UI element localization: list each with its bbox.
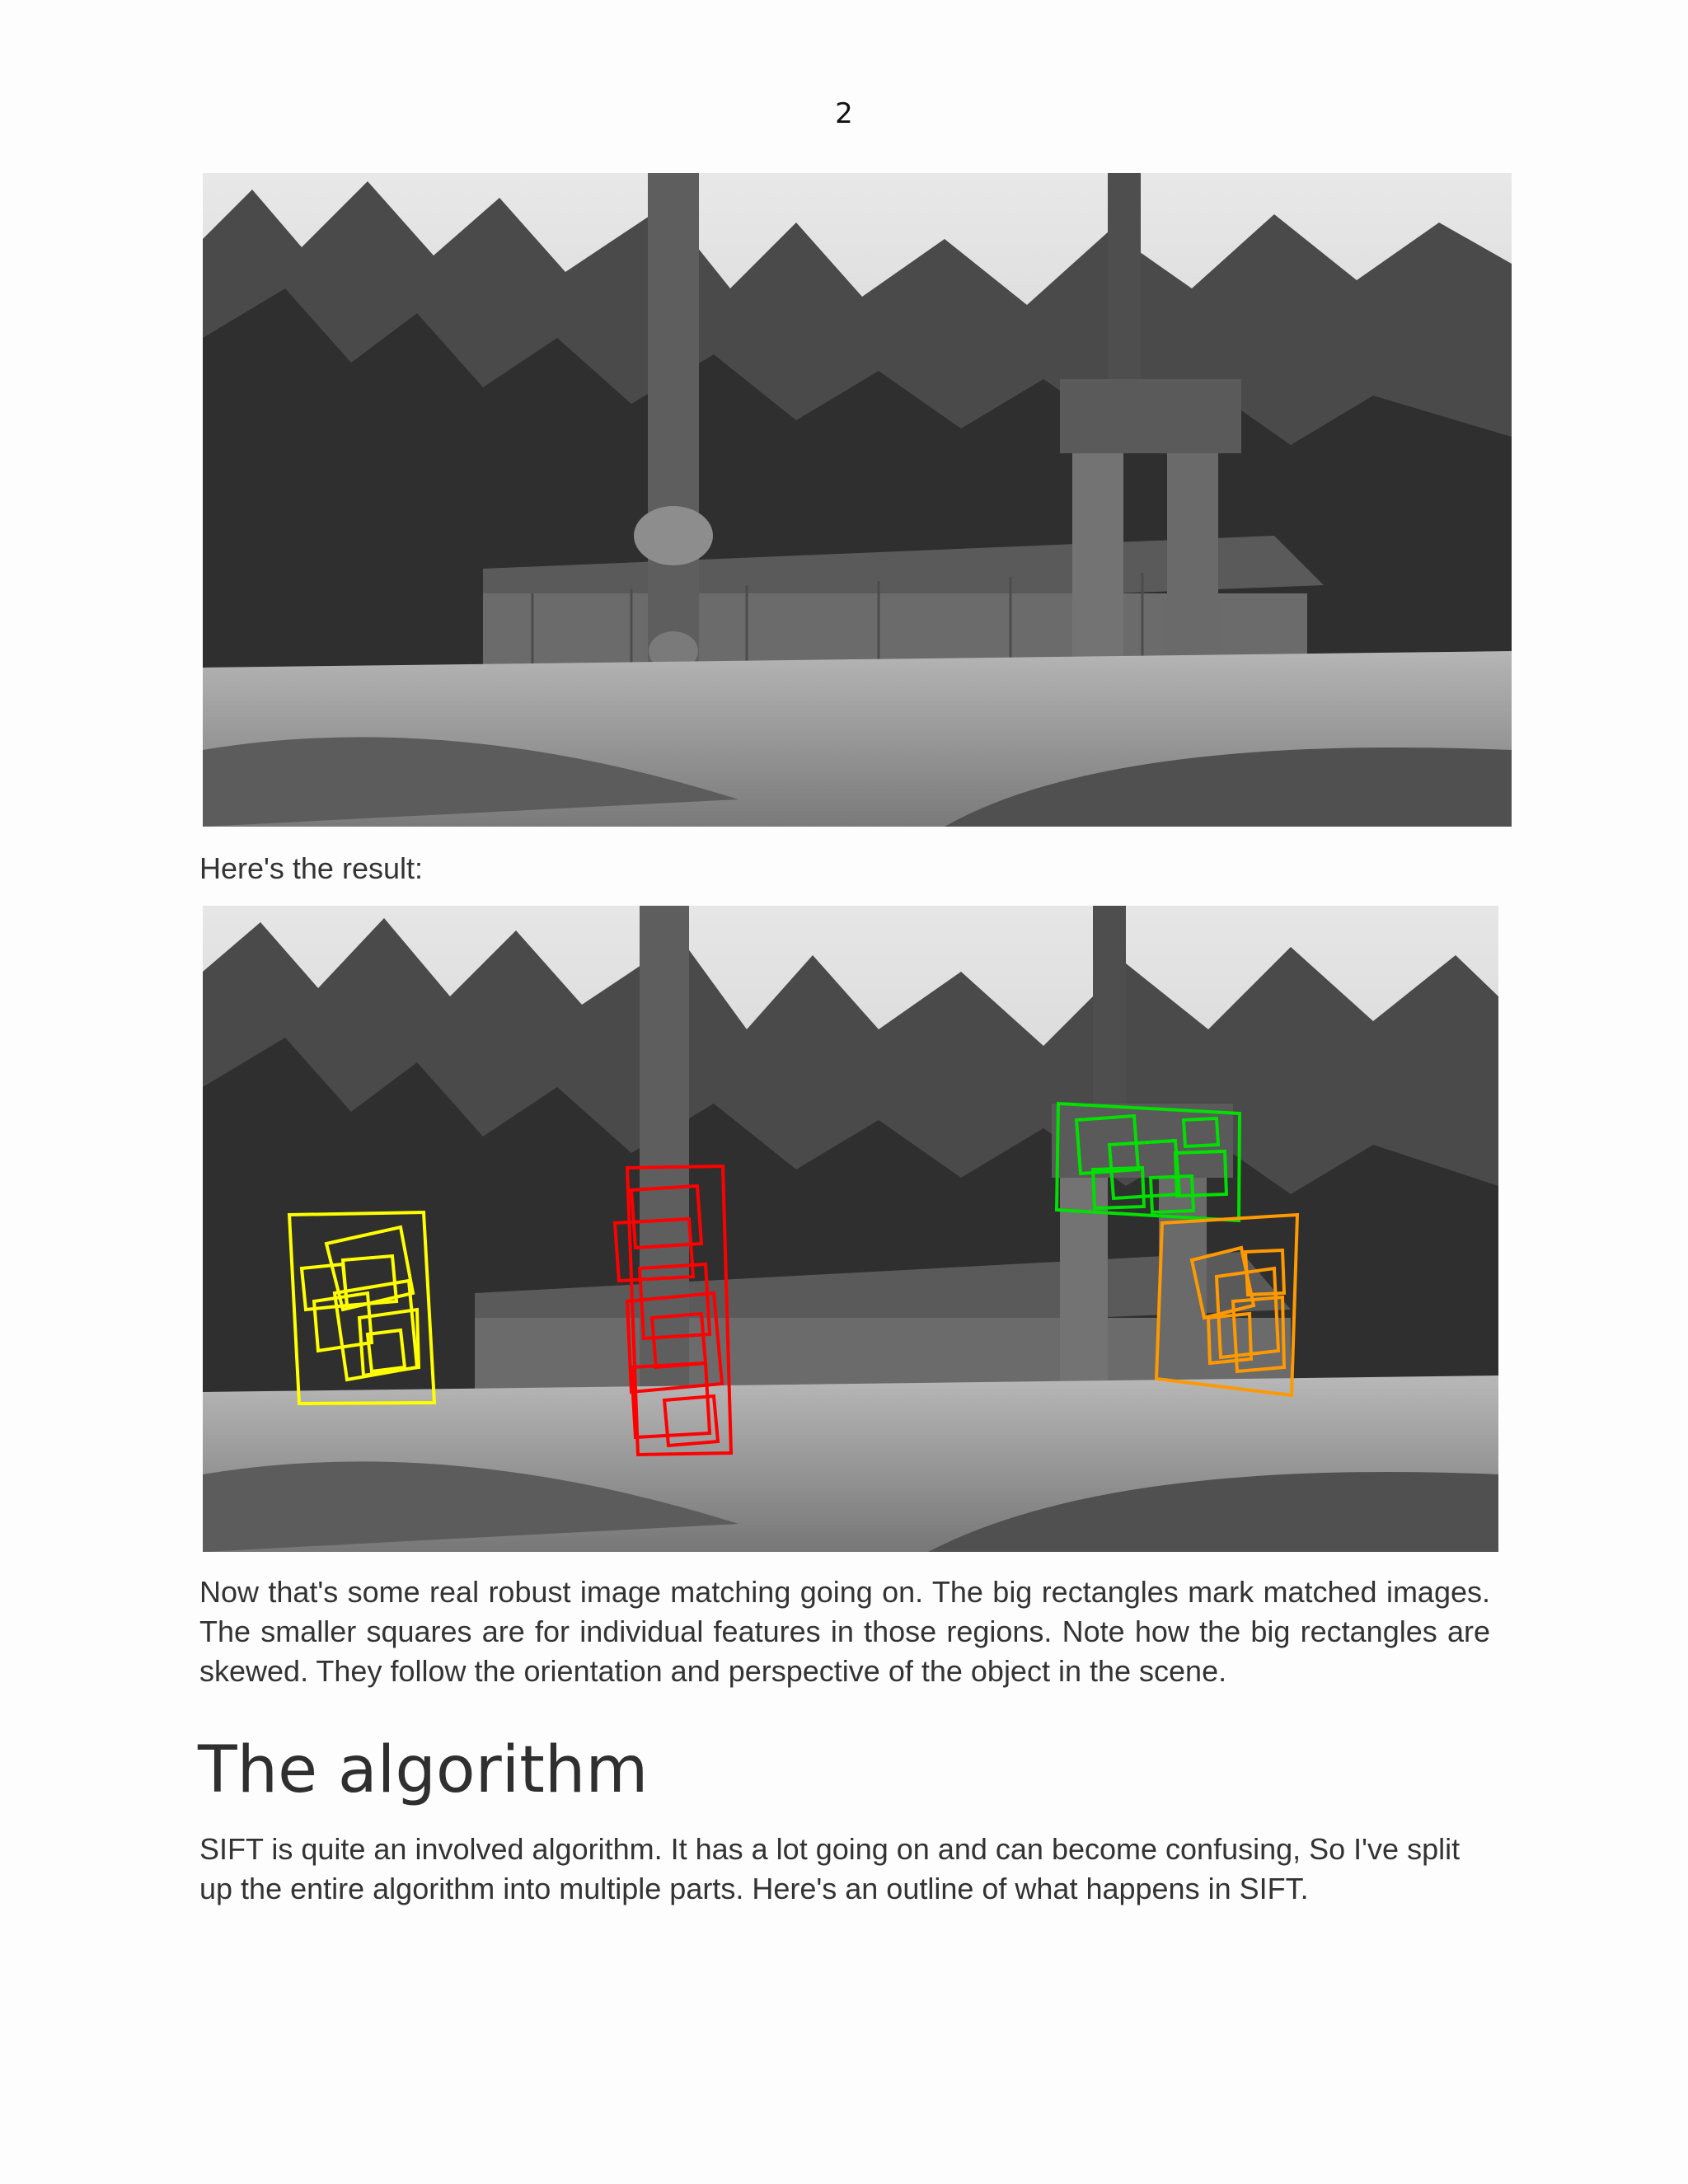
section-heading: The algorithm <box>198 1733 649 1807</box>
sift-result-illustration <box>203 906 1498 1552</box>
page-number: 2 <box>835 97 853 130</box>
paragraph-matching-description: Now that's some real robust image matching going on. The big rectangles mark matched images. The smaller squares are for individual features in those regions. Note how the big rectangles are skewed. They follow the orientation and perspective of the object in the scene. <box>199 1575 1490 1688</box>
scene-photo <box>203 173 1512 827</box>
figure-caption: Here's the result: <box>199 851 423 885</box>
paragraph-algorithm-intro: SIFT is quite an involved algorithm. It has a lot going on and can become confusing, So I've split up the entire algorithm into multiple parts. Here's an outline of what happens in SIFT. <box>199 1832 1461 1905</box>
scene-illustration <box>203 173 1512 827</box>
sift-result-photo <box>203 906 1498 1552</box>
